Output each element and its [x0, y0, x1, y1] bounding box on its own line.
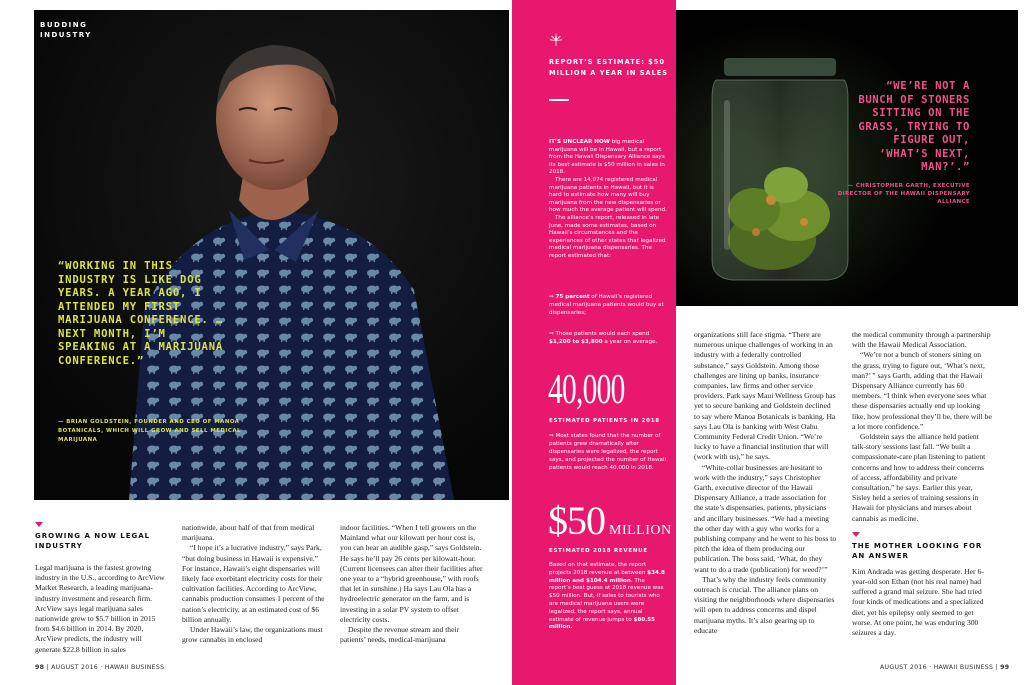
- pull-quote-attribution-goldstein: — BRIAN GOLDSTEIN, FOUNDER AND CEO OF MANOA BOTANICALS, WHICH WILL GROW AND SELL MEDICAL MARIJUANA: [58, 419, 241, 443]
- left-col2-c: Under Hawaii’s law, the organizations must grow cannabis in enclosed: [182, 625, 323, 645]
- sidebar-p3: The alliance’s report, released in late June, made some estimates, based on Hawaii’s circumstances and the experiences of other states that legalized medical marijuana dispensaries. The report estimated that:: [549, 214, 666, 259]
- folio-right: AUGUST 2016 · HAWAII BUSINESS | 99: [880, 664, 1010, 671]
- sidebar-p4-post: . The report’s best guess at 2018 revenue was $50 million. But, if sales to tourists who are medical marijuana users were legalized, the report says, annual estimate of revenue jumps to: [549, 577, 664, 623]
- right-body-col-2: [852, 330, 992, 638]
- right-col2-d: Kim Andrada was getting desperate. Her 6-year-old son Ethan (not his real name) had suffered a grand mal seizure. She had tried four kinds of medications and a specialized diet, yet his epilepsy only seemed to get worse. At one point, he was enduring 300 seizures a day.: [852, 566, 984, 638]
- sidebar-lead: IT’S UNCLEAR HOW: [549, 139, 610, 145]
- left-body-col-2: [182, 523, 325, 645]
- page-number-left: 98: [35, 664, 45, 671]
- pull-quote-goldstein: “WORKING IN THIS INDUSTRY IS LIKE DOG YEARS. A YEAR AGO, I ATTENDED MY FIRST MARIJUANA CONFERENCE. … NEXT MONTH, I’M SPEAKING AT A MARIJUANA CONFERENCE.”: [58, 260, 224, 367]
- stat-revenue-unit: MILLION: [609, 523, 672, 538]
- sidebar-p1: big medical marijuana will be in Hawaii, but a report from the Hawaii Dispensary Alliance says its best estimate is $50 million in sales in 2018.: [549, 139, 665, 176]
- arrow-icon: ⇒: [549, 294, 556, 300]
- left-col2-a: nationwide, about half of that from medical marijuana.: [182, 523, 315, 543]
- sidebar-heading: REPORT’S ESTIMATE: $50 MILLION A YEAR IN SALES: [549, 58, 669, 77]
- triangle-marker-icon: [35, 522, 43, 527]
- arrow-icon: ⇒: [549, 331, 556, 337]
- sidebar-b3: Most states found that the number of patients grew dramatically after dispensaries were legalized, the report says, and projected the number of Hawaii patients would reach 40,000 in 2018.: [549, 433, 667, 471]
- sidebar-bullet-3: [549, 432, 667, 472]
- sidebar-b1: of Hawaii’s registered medical marijuana patients would buy at dispensaries;: [549, 294, 664, 316]
- sidebar-revenue-text: [549, 562, 667, 632]
- section-kicker: [40, 20, 92, 40]
- right-col2-a: the medical community through a partnership with the Hawaii Medical Association.: [852, 330, 991, 350]
- folio-left: 98 | AUGUST 2016 · HAWAII BUSINESS: [35, 664, 165, 671]
- sidebar-bullet-1: [549, 293, 667, 317]
- folio-left-text: AUGUST 2016 · HAWAII BUSINESS: [51, 664, 165, 671]
- right-col2-b: “We’re not a bunch of stoners sitting on the grass, trying to figure out, ‘What’s next, man?’ ” says Garth, adding that the Hawaii Dispensary Alliance currently has 60 members. “I think when everyone sees what these dispensaries actually end up looking like, how professional they’ll be, there will be a lot more confidence.”: [852, 350, 992, 431]
- left-col3-a: indoor facilities. “When I tell growers on the Mainland what our kilowatt per hour cost is, you can hear an audible gasp,” says Goldstein. He says he’ll pay 26 cents per kilowatt-hour. (Current licensees can alter their facilities after one year to a “hybrid greenhouse,” with roofs that let in sunshine.) Ha says Lau Ola has a hydroelectric generator on the farm, and is investing in a solar PV system to offset electricity costs.: [340, 523, 483, 624]
- stat-patients-caption: ESTIMATED PATIENTS IN 2018: [549, 418, 660, 424]
- sidebar-p2: There are 14,074 registered medical marijuana patients in Hawaii, but it is hard to estimate how many will buy marijuana from the new dispensaries or how much the average patient will spend.: [549, 176, 667, 214]
- stat-revenue: [548, 500, 672, 552]
- left-body-col-3: [340, 523, 485, 645]
- left-body-col-1: [35, 522, 167, 655]
- left-col2-b: “I hope it’s a lucrative industry,” says Park, “but doing business in Hawaii is expensive.” For instance, Hawaii’s eight dispensaries will likely face exorbitant electricity costs for their cultivation facilities. According to ArcView, cannabis production consumes 1 percent of the nation’s electricity, at an estimated cost of $6 billion annually.: [182, 543, 325, 624]
- section-heading-growing: GROWING A NOW LEGAL INDUSTRY: [35, 532, 151, 550]
- sidebar-p4-bold: $34.8 million and $104.4 million: [549, 569, 665, 584]
- stat-revenue-caption: ESTIMATED 2018 REVENUE: [549, 548, 648, 554]
- right-col2-c: Goldstein says the alliance held patient talk-story sessions last fall. “We built a compassionate-care plan listening to patient concerns and how to address their concerns of access, affordability and private consultation,” he says. Earlier this year, Sisley held a series of training sessions in Hawaii for physicians and nurses about cannabis as medicine.: [852, 432, 986, 523]
- sidebar-b2-pre: Those patients would each spend: [555, 331, 650, 337]
- right-body-col-1: [694, 330, 837, 636]
- sidebar-bullet-2: [549, 330, 667, 346]
- folio-right-text: AUGUST 2016 · HAWAII BUSINESS: [880, 664, 994, 671]
- kicker-line-1: BUDDING: [40, 21, 88, 29]
- stat-patients-number: 40,000: [548, 367, 625, 413]
- right-col1-a: organizations still face stigma. “There are numerous unique challenges of working in an industry with a federally controlled substance,” says Goldstein. Among those challenges are lining up banks, insurance companies, law firms and other service providers. Park says Maui Wellness Group has yet to secure banking and Goldstein declined to say where Manoa Botanicals is banking. Ha says Lau Ola is banking with West Oahu Community Federal Credit Union. “We’re lucky to have a financial institution that will (work with us),” he says.: [694, 330, 836, 462]
- sidebar-b2-post: a year on average.: [602, 339, 658, 345]
- sidebar-p4-end: $80.55 million.: [549, 616, 656, 631]
- arrow-icon: ⇒: [549, 433, 556, 439]
- sidebar-b2-bold: $1,200 to $3,800: [549, 339, 603, 345]
- kicker-line-2: INDUSTRY: [40, 31, 92, 39]
- triangle-marker-icon: [852, 532, 860, 537]
- pull-quote-attribution-garth: — CHRISTOPHER GARTH, EXECUTIVE DIRECTOR OF THE HAWAII DISPENSARY ALLIANCE: [837, 183, 970, 205]
- right-col1-b: “White-collar businesses are hesitant to work with the industry,” says Christopher Garth, executive director of the Hawaii Dispensary Alliance, a trade association for the state’s dispensaries, patients, physicians and ancillary businesses. “We had a meeting the other day with a guy who works for a publishing company and he went to his boss to pitch the idea of them producing our publication. The boss said, ‘What, do they want to do a trade (publication) for weed?’”: [694, 462, 837, 574]
- section-heading-mother: THE MOTHER LOOKING FOR AN ANSWER: [852, 541, 983, 560]
- left-col1-text: Legal marijuana is the fastest growing industry in the U.S., according to ArcView Market Research, a leading marijuana-industry investment and research firm. ArcView says legal marijuana sales nationwide grew to $5.7 billion in 2015 from $4.6 billion in 2014. By 2020, ArcView predicts, the industry will generate $22.8 billion in sales: [35, 563, 165, 654]
- sidebar-intro: [549, 139, 667, 261]
- sidebar-b1-bold: 75 percent: [555, 294, 590, 300]
- stat-revenue-number: $50: [548, 498, 605, 543]
- left-col3-b: Despite the revenue stream and their patients’ needs, medical-marijuana: [340, 625, 460, 645]
- cannabis-leaf-icon: [548, 32, 564, 48]
- right-col1-c: That’s why the industry feels community outreach is crucial. The alliance plans on visiting the neighborhoods where dispensaries will open to address concerns and dispel marijuana myths. It’s also gearing up to educate: [694, 574, 835, 635]
- sidebar-p4-pre: Based on that estimate, the report projects 2018 revenue at between: [549, 562, 648, 576]
- sidebar-rule: [549, 99, 569, 101]
- page-number-right: 99: [1000, 664, 1010, 671]
- pull-quote-garth: “WE’RE NOT A BUNCH OF STONERS SITTING ON THE GRASS, TRYING TO FIGURE OUT, ‘WHAT’S NEXT, MAN?’.”: [858, 80, 970, 173]
